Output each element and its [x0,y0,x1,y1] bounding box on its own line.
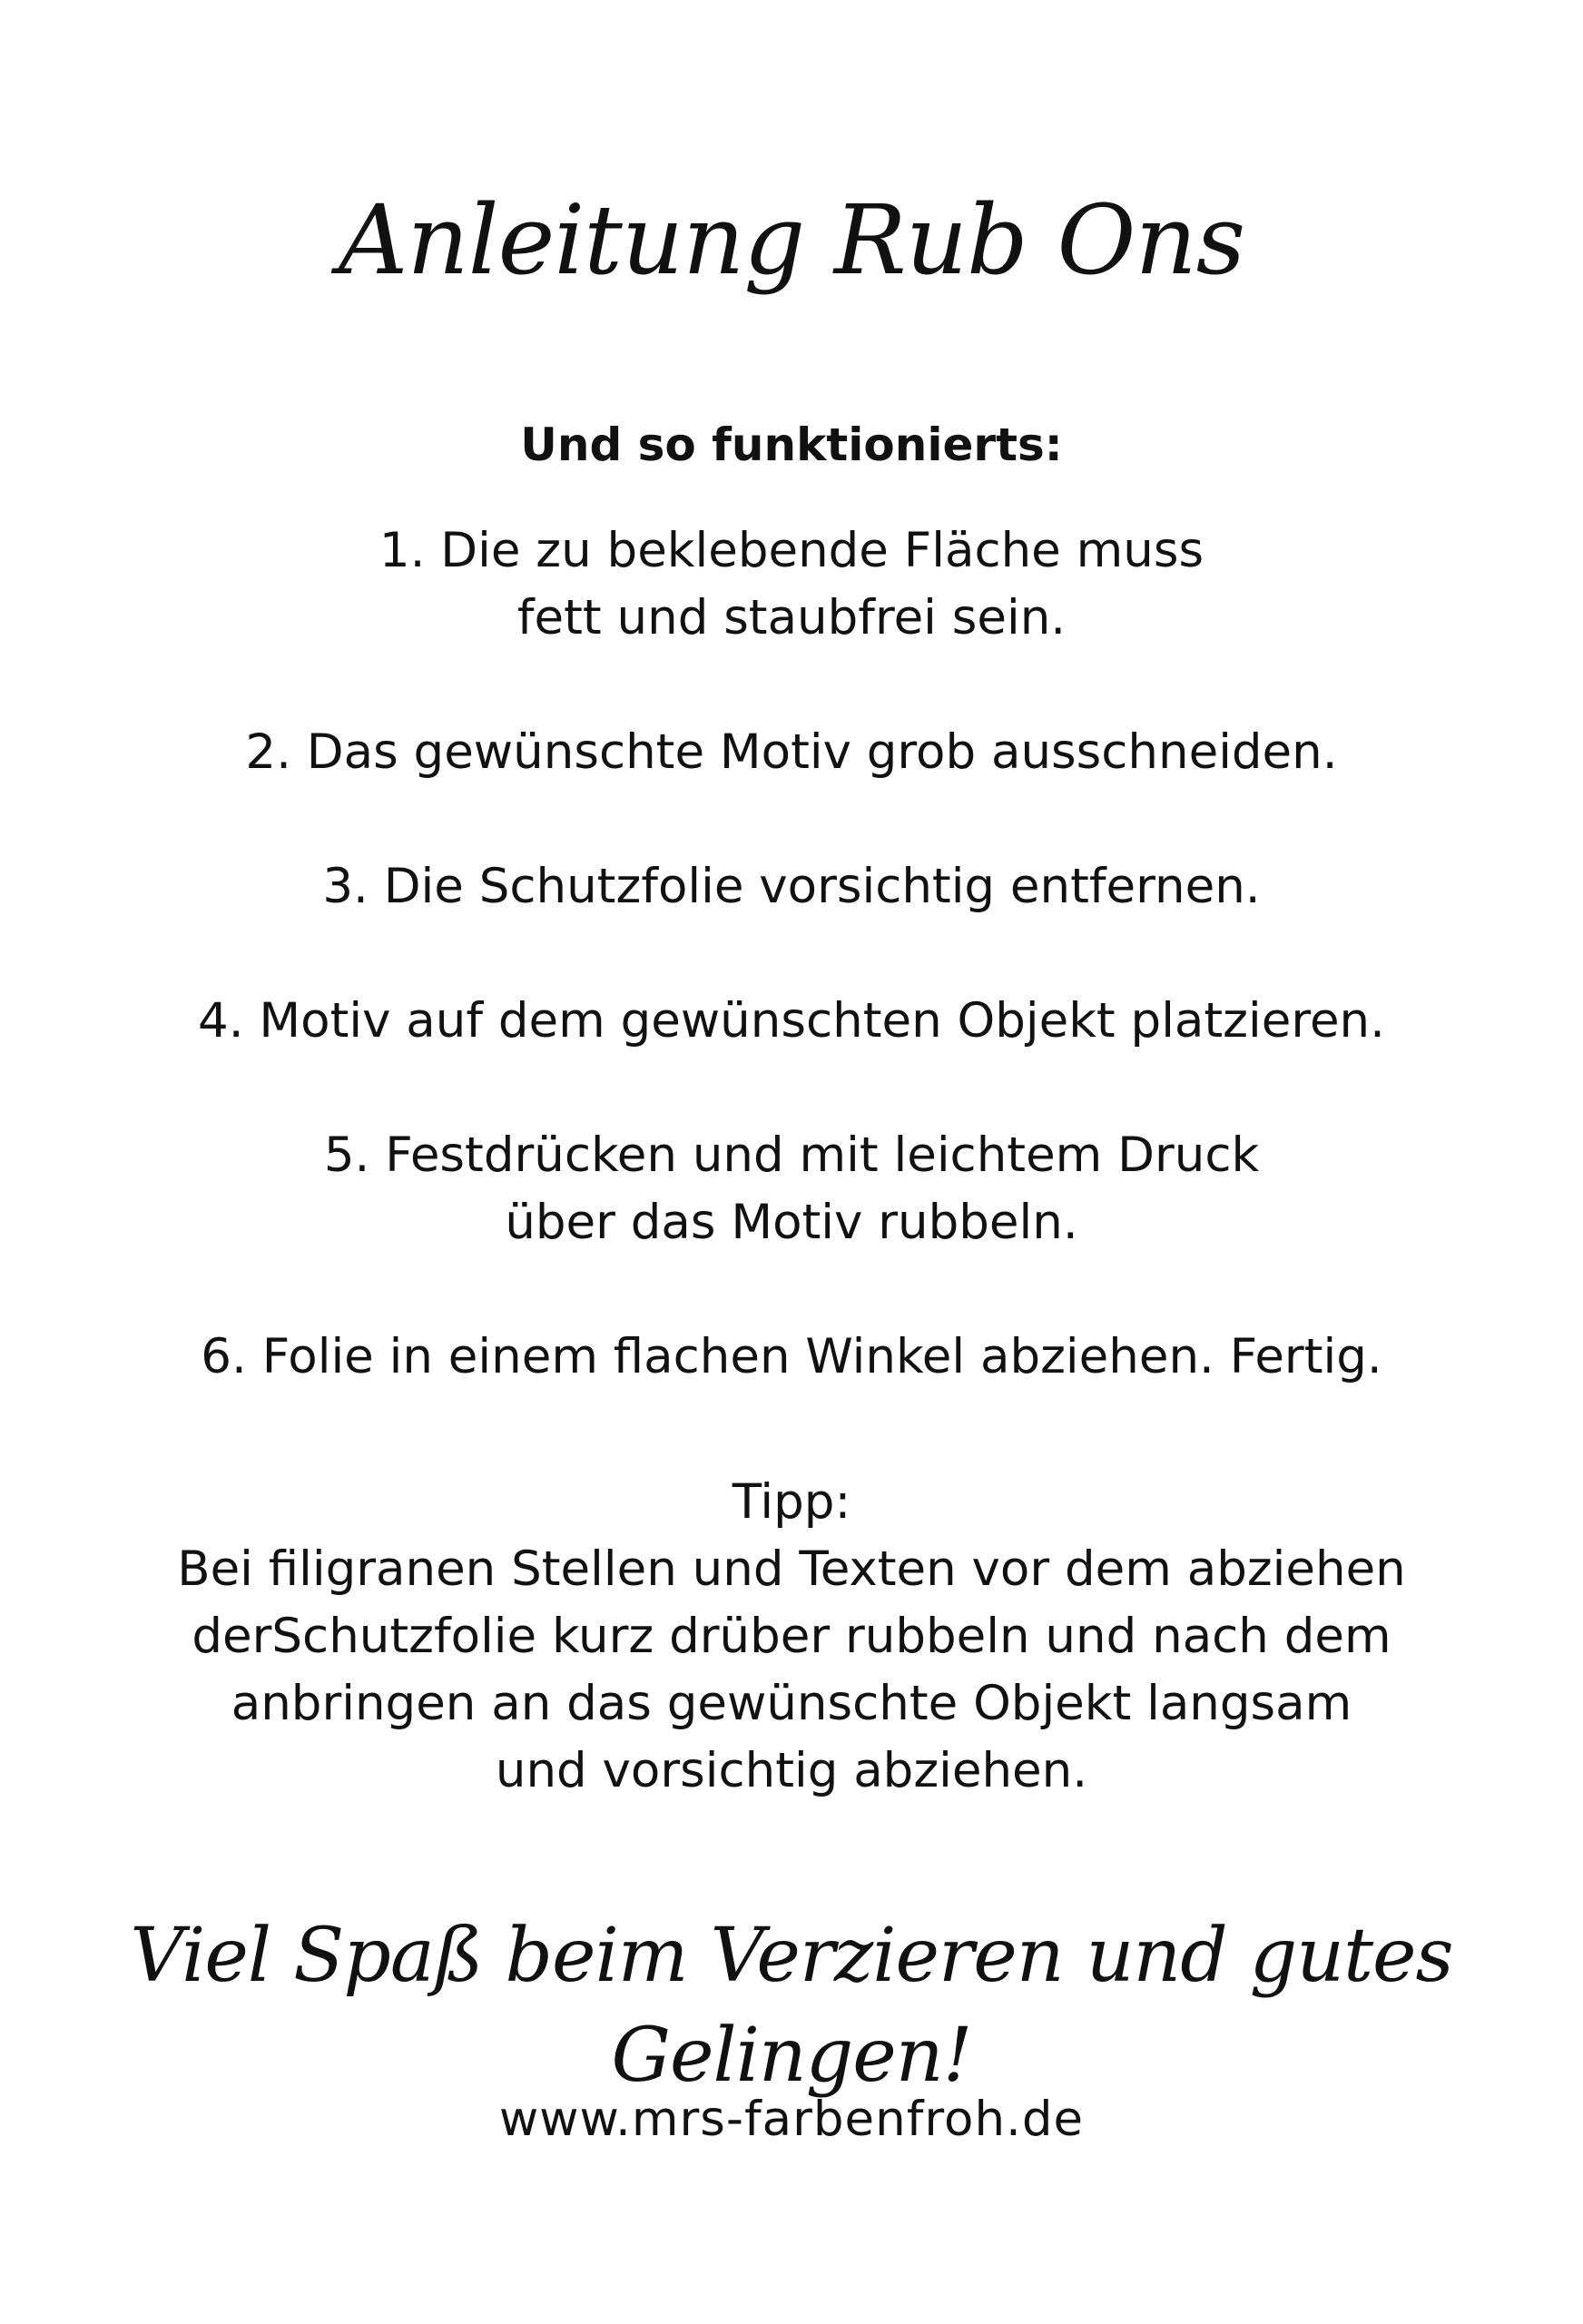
tip-label: Tipp: [732,1474,851,1530]
step-5: 5. Festdrücken und mit leichtem Druck über das Motiv rubbeln. [323,1128,1260,1250]
subtitle: Und so funktionierts: [520,419,1063,471]
step-2: 2. Das gewünschte Motiv grob ausschneiden. [245,724,1338,780]
step-1: 1. Die zu beklebende Fläche muss fett und staubfrei sein. [379,523,1204,645]
tip-section [73,1469,1510,1805]
closing-message: Viel Spaß beim Verzieren und gutes Gelingen! [130,1913,1453,2099]
step-6: 6. Folie in einem flachen Winkel abziehen. Fertig. [201,1329,1382,1384]
steps-list [91,517,1492,1458]
tip-text: Bei filigranen Stellen und Texten vor dem abziehen derSchutzfolie kurz drüber rubbeln und nach dem anbringen an das gewünschte Objekt langsam und vorsichtig abziehen. [177,1541,1406,1798]
step-4: 4. Motiv auf dem gewünschten Objekt platzieren. [198,993,1385,1049]
page-title: Anleitung Rub Ons [338,184,1245,296]
step-3: 3. Die Schutzfolie vorsichtig entfernen. [322,859,1261,914]
website-url: www.mrs-farbenfroh.de [498,2092,1085,2147]
